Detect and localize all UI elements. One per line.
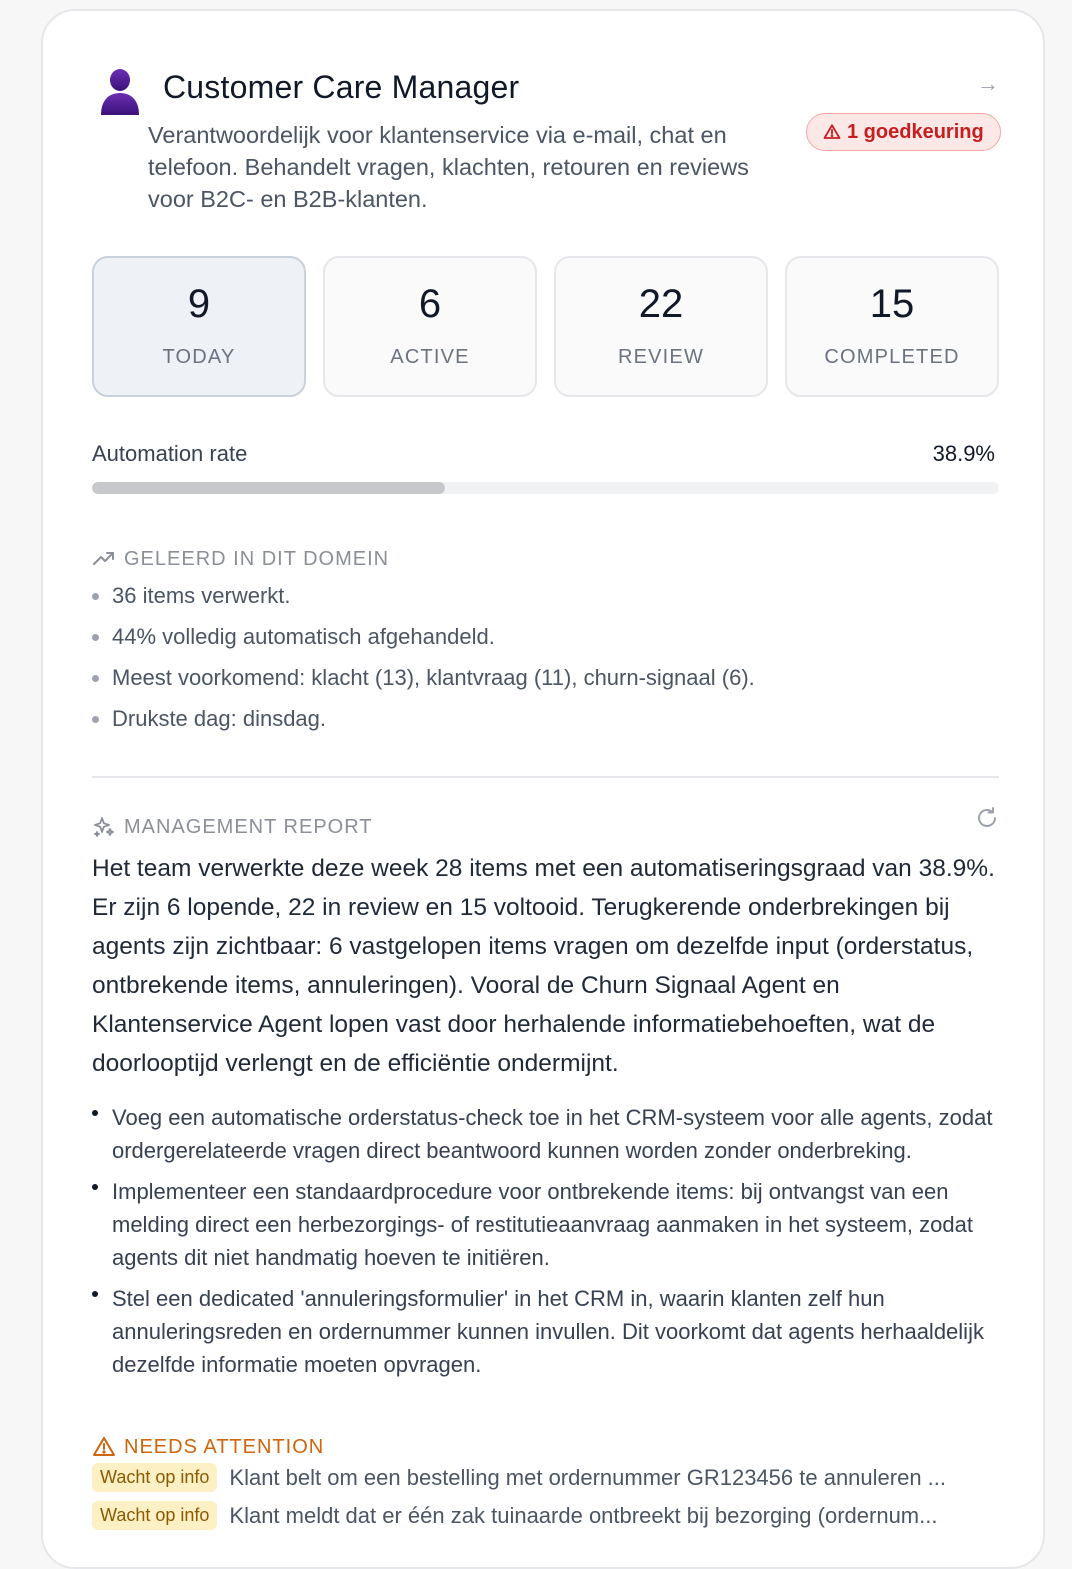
automation-progress-fill: [92, 482, 445, 494]
status-badge: Wacht op info: [92, 1463, 217, 1492]
attention-heading-label: NEEDS ATTENTION: [124, 1435, 325, 1458]
report-summary: Het team verwerkte deze week 28 items met een automatiseringsgraad van 38.9%. Er zijn 6 lopende, 22 in review en 15 voltooid. Terugkerende onderbrekingen bij agents zijn zichtbaar: 6 vastgelopen items vragen om dezelfde input (orderstatus, ontbrekende items, annuleringen). Vooral de Churn Signaal Agent en Klantenservice Agent lopen vast door herhalende informatiebehoeften, wat de doorlooptijd verlengt en de efficiëntie ondermijnt.: [92, 855, 995, 1077]
status-badge: Wacht op info: [92, 1501, 217, 1530]
list-item: 44% volledig automatisch afgehandeld.: [92, 622, 755, 663]
stat-completed[interactable]: [785, 256, 999, 397]
recommendations-list: [92, 1101, 1002, 1389]
warning-icon: [823, 123, 841, 141]
attention-item[interactable]: [92, 1501, 937, 1530]
trending-up-icon: [92, 547, 116, 571]
section-divider: [92, 776, 999, 778]
learned-list: [92, 581, 755, 745]
stat-review[interactable]: [554, 256, 768, 397]
stat-value: 6: [418, 282, 442, 326]
stat-label: ACTIVE: [390, 346, 470, 368]
stat-value: 15: [869, 282, 915, 326]
list-item: Voeg een automatische orderstatus-check toe in het CRM-systeem voor alle agents, zodat ordergerelateerde vragen direct beantwoord kunnen worden zonder onderbreking.: [92, 1101, 1002, 1167]
report-heading-label: MANAGEMENT REPORT: [124, 815, 373, 838]
automation-progress-bar: [92, 482, 999, 494]
list-item: 36 items verwerkt.: [92, 581, 755, 622]
page-title: Customer Care Manager: [163, 69, 520, 105]
approval-badge[interactable]: [806, 113, 1001, 151]
attention-item-text: Klant belt om een bestelling met ordernummer GR123456 te annuleren ...: [229, 1464, 947, 1490]
role-description: Verantwoordelijk voor klantenservice via e-mail, chat en telefoon. Behandelt vragen, klachten, retouren en reviews voor B2C- en B2B-klanten.: [148, 122, 749, 212]
attention-item-text: Klant meldt dat er één zak tuinaarde ontbreekt bij bezorging (ordernum...: [229, 1502, 938, 1528]
learned-heading-label: GELEERD IN DIT DOMEIN: [124, 547, 390, 570]
role-card: [41, 9, 1045, 1569]
approval-badge-label: 1 goedkeuring: [847, 120, 984, 143]
list-item: Meest voorkomend: klacht (13), klantvraag (11), churn-signaal (6).: [92, 663, 755, 704]
stat-active[interactable]: [323, 256, 537, 397]
stat-today[interactable]: [92, 256, 306, 397]
stat-value: 22: [638, 282, 684, 326]
learned-heading: [92, 547, 389, 571]
automation-rate-label: Automation rate: [92, 441, 248, 466]
sparkles-icon: [92, 815, 116, 839]
list-item: Implementeer een standaardprocedure voor ontbrekende items: bij ontvangst van een melding direct een herbezorgings- of restitutieaanvraag aanmaken in het systeem, zodat agents dit niet handmatig hoeven te initiëren.: [92, 1175, 1002, 1274]
attention-heading: [92, 1435, 324, 1459]
open-arrow-icon[interactable]: →: [977, 71, 999, 96]
stat-label: REVIEW: [617, 346, 705, 368]
report-heading: [92, 815, 373, 839]
list-item: Stel een dedicated 'annuleringsformulier' in het CRM in, waarin klanten zelf hun annuleringsreden en ordernummer kunnen invullen. Dit voorkomt dat agents herhaaldelijk dezelfde informatie moeten opvragen.: [92, 1282, 1002, 1381]
stat-value: 9: [187, 282, 211, 326]
list-item: Drukste dag: dinsdag.: [92, 704, 755, 745]
stats-row: [92, 256, 999, 397]
attention-item[interactable]: [92, 1463, 946, 1492]
refresh-icon[interactable]: [975, 806, 999, 830]
person-icon: [99, 67, 141, 119]
warning-icon: [92, 1435, 116, 1459]
stat-label: TODAY: [162, 346, 236, 368]
automation-rate-value: 38.9%: [932, 441, 995, 466]
stat-label: COMPLETED: [824, 346, 960, 368]
